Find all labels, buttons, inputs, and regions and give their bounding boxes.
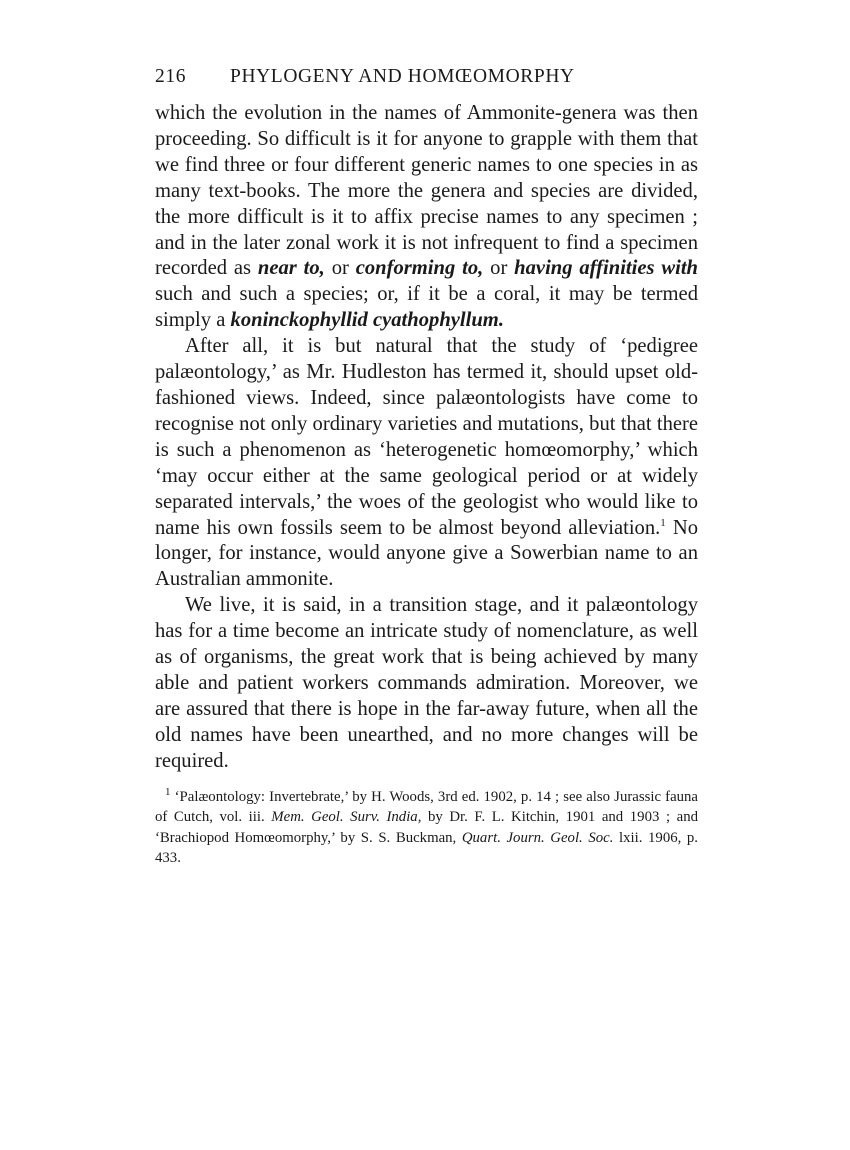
italic-conforming-to: conforming to,: [355, 257, 484, 280]
paragraph-2-text: After all, it is but natural that the study of ‘pedigree palæontology,’ as Mr. Hudleston has termed it, should upset old-fashioned views. Indeed, since palæontologists have come to recognise not only ordinary varieties and mutations, but that there is such a phenomenon as ‘heterogenetic homœomorphy,’ which ‘may occur either at the same geological period or at widely separated intervals,’ the woes of the geologist who would like to name his own fossils seem to be almost beyond alleviation.: [155, 335, 698, 539]
footnote: [155, 787, 698, 869]
italic-koninckophyllid: koninckophyllid cyathophyllum.: [230, 309, 504, 332]
footnote-text-3: lxii. 1906, p. 433.: [155, 829, 699, 867]
paragraph-3-text: We live, it is said, in a transition stage, and it palæontology has for a time become an intricate study of nomenclature, as well as of organisms, the great work that is being achieved by many able and patient workers commands admiration. Moreover, we are assured that there is hope in the far-away future, when all the old names have been unearthed, and no more changes will be required.: [155, 594, 698, 772]
page-number: 216: [155, 66, 187, 87]
paragraph-3: [155, 593, 698, 774]
footnote-italic-quart: Quart. Journ. Geol. Soc.: [461, 829, 614, 846]
paragraph-2: [155, 334, 698, 593]
running-head: [155, 62, 698, 96]
paragraph-1-text-1: which the evolution in the names of Ammonite-genera was then proceeding. So difficult is it for anyone to grapple with them that we find three or four different generic names to one species in as many text-books. The more the genera and species are divided, the more difficult is it to affix precise names to any specimen ; and in the later zonal work it is not infrequent to find a specimen recorded as: [155, 102, 698, 280]
paragraph-2-text-after: No longer, for instance, would anyone give a Sowerbian name to an Australian ammonite.: [155, 516, 698, 591]
paragraph-1-text-2: or: [324, 257, 356, 280]
footnote-text-2: by Dr. F. L. Kitchin, 1901 and 1903 ; and ‘Brachiopod Homœomorphy,’ by S. S. Buckman,: [155, 809, 698, 846]
italic-near-to: near to,: [257, 257, 325, 280]
running-title: PHYLOGENY AND HOMŒOMORPHY: [230, 66, 575, 87]
footnote-mark: 1: [165, 785, 171, 798]
paragraph-1: [155, 101, 698, 334]
footnote-text-1: ‘Palæontology: Invertebrate,’ by H. Woods, 3rd ed. 1902, p. 14 ; see also Jurassic fauna of Cutch, vol. iii.: [155, 788, 698, 826]
paragraph-1-text-3: or: [483, 257, 515, 280]
paragraph-1-text-4: such and such a species; or, if it be a coral, it may be termed simply a: [155, 283, 698, 332]
footnote-1: [155, 787, 698, 869]
footnote-reference: 1: [660, 516, 666, 529]
book-page: [155, 62, 698, 869]
footnote-italic-mem: Mem. Geol. Surv. India,: [271, 809, 422, 826]
body-text: [155, 101, 698, 775]
italic-having-affinities-with: having affinities with: [514, 257, 699, 280]
